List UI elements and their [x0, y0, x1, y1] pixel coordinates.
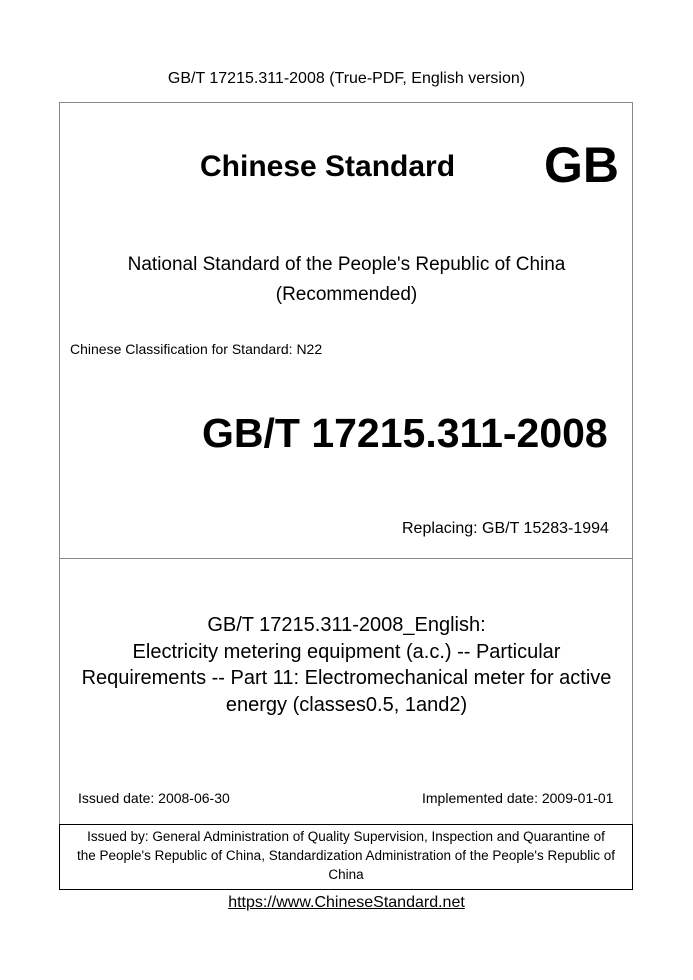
- classification-text: Chinese Classification for Standard: N22: [70, 341, 323, 357]
- gb-mark: GB: [544, 137, 619, 193]
- national-standard-line: National Standard of the People's Republic of China: [127, 254, 566, 275]
- replacing-text: Replacing: GB/T 15283-1994: [402, 520, 609, 537]
- issuer-line: Issued by: General Administration of Quality Supervision, Inspection and Quarantine of: [87, 829, 605, 844]
- implemented-date: Implemented date: 2009-01-01: [422, 790, 614, 806]
- national-standard-caption: [0, 250, 693, 310]
- title-line: energy (classes0.5, 1and2): [225, 693, 468, 716]
- document-title: [62, 612, 631, 718]
- title-line: Electricity metering equipment (a.c.) -- Particular: [132, 640, 561, 663]
- document-header-title: GB/T 17215.311-2008 (True-PDF, English version): [167, 70, 526, 87]
- issued-date: Issued date: 2008-06-30: [78, 790, 230, 806]
- standard-number: GB/T 17215.311-2008: [202, 410, 608, 456]
- issuer-line: the People's Republic of China, Standardization Administration of the People's Republic of: [77, 848, 615, 863]
- chinese-standard-heading: Chinese Standard: [200, 150, 456, 183]
- issuer-line: China: [328, 867, 364, 882]
- title-line: GB/T 17215.311-2008_English:: [207, 614, 486, 636]
- title-line: Requirements -- Part 11: Electromechanical meter for active: [81, 667, 612, 689]
- issuer-text: [60, 827, 632, 884]
- recommended-line: (Recommended): [275, 284, 418, 305]
- website-link[interactable]: https://www.ChineseStandard.net: [228, 894, 465, 911]
